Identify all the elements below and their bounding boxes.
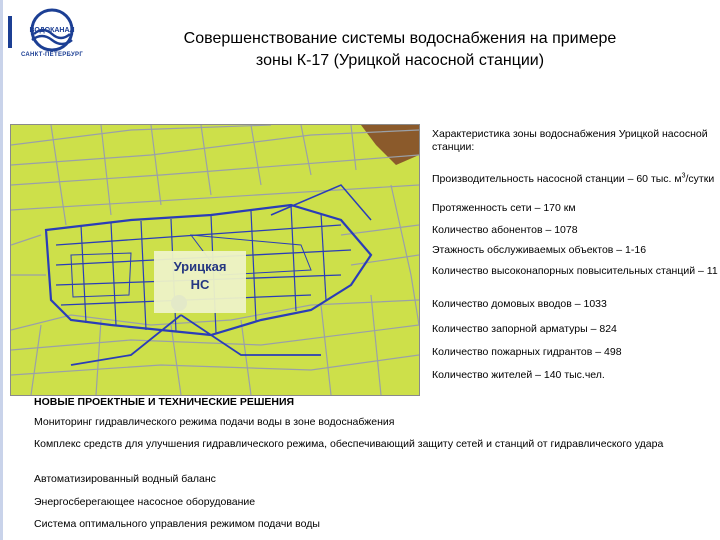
solution-item: Система оптимального управления режимом подачи воды [34,518,320,530]
characteristic-item: Количество высоконапорных повысительных станций – 11 [432,265,718,277]
capacity-unit: /сутки [685,173,715,185]
solution-item: Комплекс средств для улучшения гидравлического режима, обеспечивающий защиту сетей и станций от гидравлического удара [34,438,664,450]
title-line-1: Совершенствование системы водоснабжения на примере [183,30,617,47]
characteristic-capacity [432,173,718,186]
characteristic-item: Протяженность сети – 170 км [432,202,576,214]
characteristics-header: Характеристика зоны водоснабжения Урицкой насосной станции: [432,128,708,153]
characteristic-item: Количество пожарных гидрантов – 498 [432,346,622,358]
left-edge-strip [0,0,3,540]
vodokanal-logo [6,4,98,70]
solution-item: Автоматизированный водный баланс [34,473,216,485]
characteristic-item: Количество домовых вводов – 1033 [432,298,607,310]
capacity-superscript: 3 [681,172,686,180]
characteristic-item: Этажность обслуживаемых объектов – 1-16 [432,244,647,256]
characteristic-item: Количество запорной арматуры – 824 [432,323,617,335]
page-title [130,28,670,72]
logo-city: САНКТ-ПЕТЕРБУРГ [20,52,84,58]
station-label [154,251,246,313]
solutions-header: НОВЫЕ ПРОЕКТНЫЕ И ТЕХНИЧЕСКИЕ РЕШЕНИЯ [34,396,295,408]
title-line-2: зоны К-17 (Урицкой насосной станции) [255,52,545,69]
station-label-line-2: НС [190,277,210,292]
characteristic-item: Количество жителей – 140 тыс.чел. [432,369,605,381]
solution-item: Мониторинг гидравлического режима подачи воды в зоне водоснабжения [34,416,395,428]
solution-item: Энергосберегающее насосное оборудование [34,496,256,508]
capacity-text: Производительность насосной станции – 60 тыс. м [432,173,682,185]
station-label-line-1: Урицкая [173,259,227,274]
logo-word: ВОДОКАНАЛ [29,27,75,34]
characteristic-item: Количество абонентов – 1078 [432,224,578,236]
water-supply-zone-map [10,124,420,396]
